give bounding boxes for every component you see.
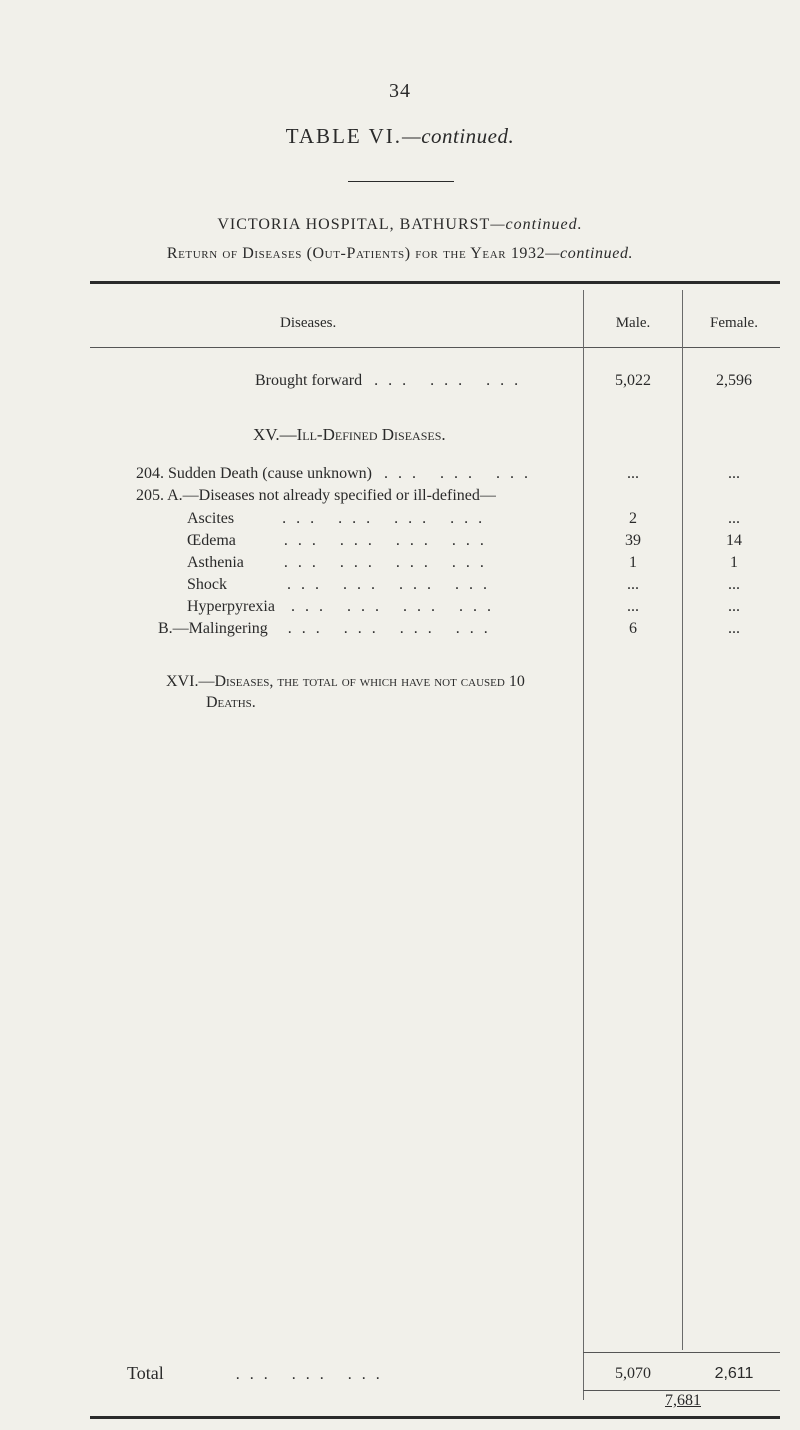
section-xv-title: XV.—Ill-Defined Diseases. xyxy=(253,425,446,444)
row-malingering-male: 6 xyxy=(629,620,637,637)
table-title-label: TABLE VI. xyxy=(285,124,403,148)
hospital-suffix: —continued. xyxy=(490,216,583,233)
row-hyperpyrexia-female: ... xyxy=(728,598,740,615)
table-header-rule xyxy=(90,347,780,348)
row-hyperpyrexia-male: ... xyxy=(627,598,639,615)
return-title xyxy=(0,245,800,263)
total-male: 5,070 xyxy=(615,1365,651,1382)
row-leaders: ... ... ... xyxy=(383,465,538,482)
brought-forward-female: 2,596 xyxy=(716,372,752,389)
row-205-label: 205. A.—Diseases not already specified or ill-defined— xyxy=(136,487,496,504)
row-malingering-label xyxy=(158,620,498,638)
row-asthenia-female: 1 xyxy=(730,554,738,571)
section-xvi-line2: Deaths. xyxy=(206,694,256,711)
row-ascites-label xyxy=(187,510,492,528)
brought-forward-male: 5,022 xyxy=(615,372,651,389)
table-top-rule xyxy=(90,281,780,284)
row-shock-label xyxy=(187,576,497,594)
title-divider xyxy=(348,181,454,182)
header-female: Female. xyxy=(710,315,758,331)
header-male: Male. xyxy=(615,315,651,331)
brought-forward-text: Brought forward xyxy=(255,372,363,389)
table-title-suffix: —continued. xyxy=(402,124,515,148)
row-leaders: ... ... ... ... xyxy=(290,598,501,615)
total-top-rule xyxy=(583,1352,780,1353)
return-title-main: Return of Diseases (Out-Patients) for the Year 1932 xyxy=(166,245,546,262)
row-malingering-female: ... xyxy=(728,620,740,637)
return-title-suffix: —continued. xyxy=(545,245,634,262)
row-204-male: ... xyxy=(627,465,639,482)
grand-total-rule xyxy=(583,1390,780,1391)
row-label: Hyperpyrexia xyxy=(187,598,275,615)
row-shock-female: ... xyxy=(728,576,740,593)
header-diseases: Diseases. xyxy=(280,315,337,331)
hospital-name: VICTORIA HOSPITAL, BATHURST xyxy=(217,216,491,233)
row-leaders: ... ... ... ... xyxy=(283,532,494,549)
row-asthenia-label xyxy=(187,554,494,572)
row-oedema-female: 14 xyxy=(726,532,742,549)
row-label: Ascites xyxy=(187,510,235,527)
row-ascites-female: ... xyxy=(728,510,740,527)
row-asthenia-male: 1 xyxy=(629,554,637,571)
row-hyperpyrexia-label xyxy=(187,598,501,616)
row-204-female: ... xyxy=(728,465,740,482)
row-label: B.—Malingering xyxy=(158,620,268,637)
row-leaders: ... ... ... ... xyxy=(282,510,493,527)
row-ascites-male: 2 xyxy=(629,510,637,527)
row-204-label xyxy=(136,465,538,483)
row-leaders: ... ... ... ... xyxy=(283,554,494,571)
female-column-divider xyxy=(682,290,683,1350)
row-leaders: ... ... ... ... xyxy=(287,576,497,593)
row-oedema-label xyxy=(187,532,494,550)
total-female: 2,611 xyxy=(714,1365,754,1382)
total-label: Total xyxy=(127,1363,164,1383)
male-column-divider xyxy=(583,290,584,1400)
row-label: Asthenia xyxy=(187,554,244,571)
grand-total: 7,681 xyxy=(665,1392,701,1409)
hospital-subtitle xyxy=(0,216,800,234)
row-label: 204. Sudden Death (cause unknown) xyxy=(136,465,372,482)
brought-forward-label xyxy=(255,372,528,390)
row-label: Shock xyxy=(187,576,227,593)
table-title xyxy=(0,124,800,149)
total-leaders: ... ... ... xyxy=(235,1366,390,1383)
total-label-group xyxy=(127,1363,390,1384)
row-label: Œdema xyxy=(187,532,236,549)
row-leaders: ... ... ... ... xyxy=(287,620,498,637)
brought-forward-leaders: ... ... ... xyxy=(374,372,529,389)
row-oedema-male: 39 xyxy=(625,532,641,549)
row-shock-male: ... xyxy=(627,576,639,593)
table-bottom-rule xyxy=(90,1416,780,1419)
section-xvi-line1: XVI.—Diseases, the total of which have not caused 10 xyxy=(166,673,525,690)
page-number: 34 xyxy=(389,80,411,102)
